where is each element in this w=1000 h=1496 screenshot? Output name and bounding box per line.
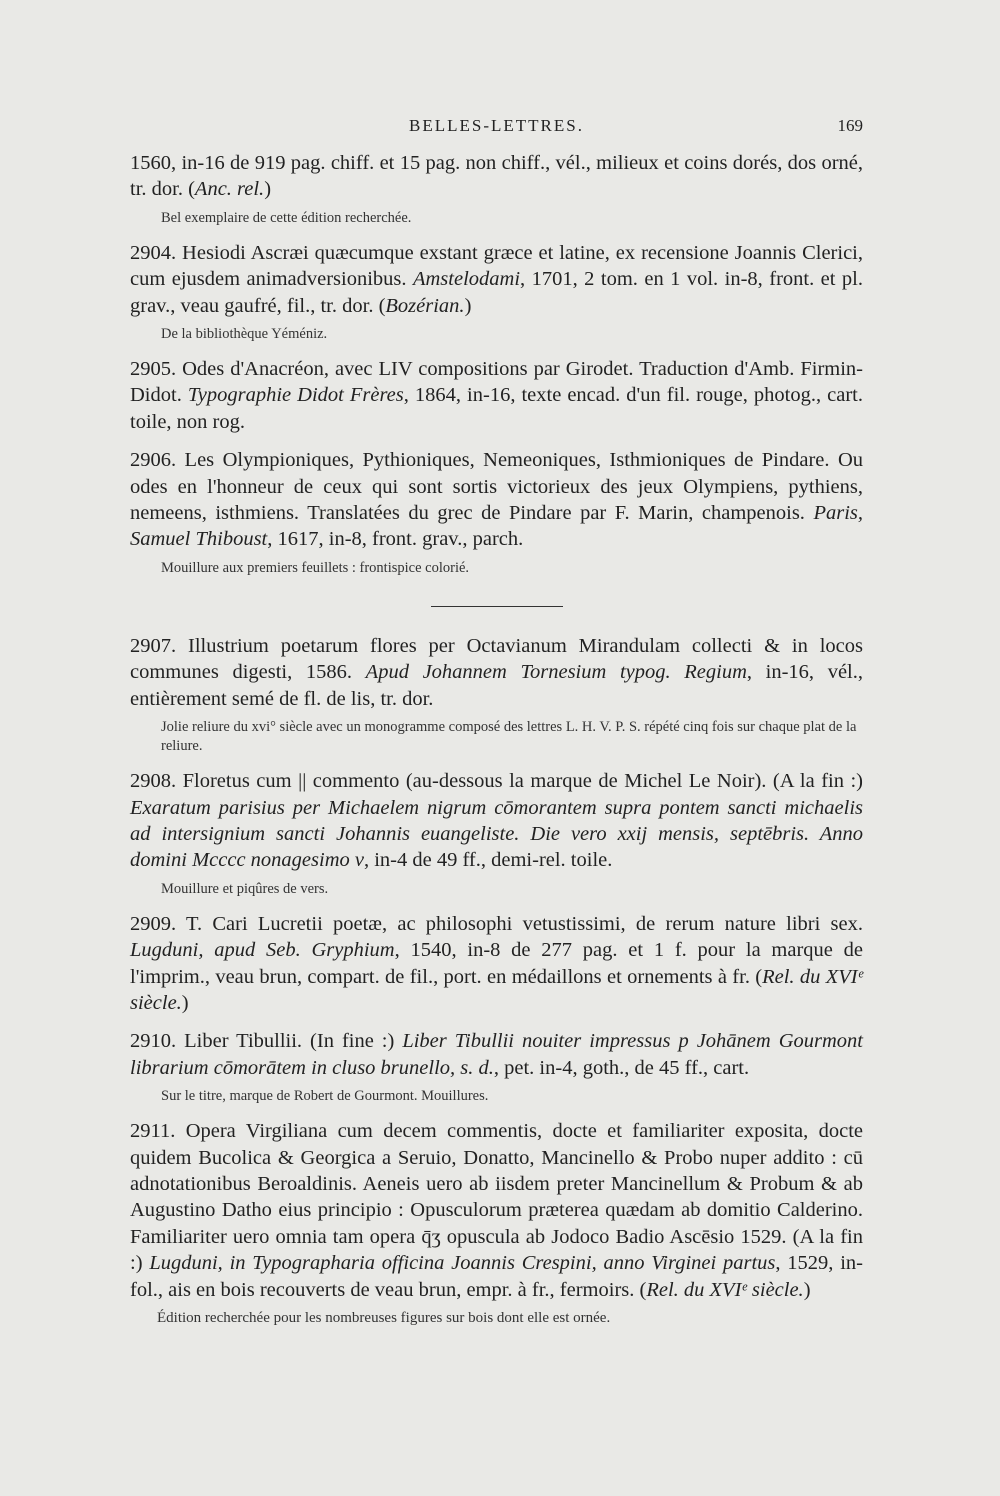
entry-text: ) <box>464 294 472 317</box>
entry-description <box>130 447 863 553</box>
entry-description <box>130 768 863 874</box>
entry-text: , in-4 de 49 ff., demi-rel. toile. <box>363 849 613 872</box>
catalogue-entry <box>130 768 863 899</box>
entry-italic-text: Exaratum parisius per Michaelem nigrum cōmorantem supra pontem sancti michaelis ad intersignium sancti Johannis euangeliste. Die vero xxij mensis, septēbris. Anno domini Mcccc nonagesimo v <box>130 796 863 872</box>
entry-text: , 1529, in-fol., ais en bois recouverts de veau brun, empr. à fr., fermoirs. ( <box>130 1252 863 1301</box>
entry-text: , 1540, in-8 de 277 pag. et 1 f. pour la marque de l'imprim., veau brun, compart. de fil., port. en médaillons et ornements à fr. ( <box>130 939 864 988</box>
entry-italic-text: Bozérian. <box>385 294 465 317</box>
entry-italic-text: Liber Tibullii nouiter impressus p Johānem Gourmont librarium cōmorātem in cluso brunello, s. d. <box>130 1030 863 1079</box>
entry-text: Hesiodi Ascræi quæcumque exstant græce et latine, ex recensione Joannis Clerici, cum ejusdem animadversionibus. <box>130 241 863 291</box>
entry-text: , pet. in-4, goth., de 45 ff., cart. <box>493 1056 750 1079</box>
entry-number: 2906. <box>130 449 177 472</box>
catalogue-entry <box>130 1118 863 1328</box>
entries-list <box>130 150 863 1340</box>
entry-italic-text: Amstelodami <box>412 268 521 291</box>
entry-note: Jolie reliure du xvi° siècle avec un monogramme composé des lettres L. H. V. P. S. répété cinq fois sur chaque plat de la reliure. <box>161 719 857 755</box>
catalogue-entry <box>130 150 863 228</box>
entry-description <box>130 633 863 712</box>
entry-description <box>130 356 863 435</box>
entry-text: , 1617, in-8, front. grav., parch. <box>267 528 524 551</box>
entry-description <box>130 150 863 203</box>
entry-text: Floretus cum || commento (au-dessous la marque de Michel Le Noir). (A la fin :) <box>176 770 863 793</box>
entry-text: ) <box>803 1278 811 1301</box>
entry-note: De la bibliothèque Yéméniz. <box>161 326 328 343</box>
entry-italic-text: Rel. du XVIᵉ siècle. <box>646 1278 804 1301</box>
entry-text: Illustrium poetarum flores per Octavianum Mirandulam collecti & in locos communes digesti, 1586. <box>130 634 863 684</box>
entry-italic-text: Typographie Didot Frères <box>187 384 404 407</box>
entry-description <box>130 1028 863 1081</box>
entry-italic-text: Paris, Samuel Thiboust <box>130 502 863 551</box>
entry-italic-text: Apud Johannem Tornesium typog. Regium <box>365 661 747 684</box>
catalogue-entry <box>130 356 863 435</box>
entry-note: Sur le titre, marque de Robert de Gourmont. Mouillures. <box>161 1088 489 1105</box>
section-divider <box>431 606 563 607</box>
entry-text: ) <box>181 991 189 1014</box>
entry-text: ) <box>264 178 272 201</box>
running-title: BELLES-LETTRES. <box>409 116 584 135</box>
entry-number: 2905. <box>130 358 177 381</box>
entry-italic-text: Lugduni, in Typographaria officina Joannis Crespini, anno Virginei partus <box>149 1252 776 1275</box>
entry-text: , in-16, vél., entièrement semé de fl. de lis, tr. dor. <box>130 661 863 710</box>
entry-note: Édition recherchée pour les nombreuses figures sur bois dont elle est ornée. <box>157 1310 611 1326</box>
entry-italic-text: Anc. rel. <box>194 178 265 201</box>
entry-text: Opera Virgiliana cum decem commentis, docte et familiariter exposita, docte quidem Bucolica & Georgica a Seruio, Donatto, Mancinello & Probo nuper addito : cū adnotationibus Beroaldinis. Aeneis uero ab iisdem preter Mancinellum & Probum & ab Augustino Datho eius principio : Opusculorum præterea quædam ab domitio Calderino. Familiariter uero omnia tam opera q̄ʒ opuscula ab Jodoco Badio Ascēsio 1529. (A la fin :) <box>130 1120 863 1275</box>
catalogue-entry <box>130 240 863 344</box>
entry-note: Mouillure aux premiers feuillets : frontispice colorié. <box>161 559 470 576</box>
entry-number: 2911. <box>130 1120 176 1143</box>
entry-number: 2907. <box>130 634 177 657</box>
entry-description <box>130 911 863 1017</box>
entry-description <box>130 240 863 319</box>
entry-description <box>130 1118 863 1303</box>
entry-number: 2904. <box>130 241 177 264</box>
entry-italic-text: Lugduni, apud Seb. Gryphium <box>130 939 395 962</box>
entry-text: , 1864, in-16, texte encad. d'un fil. rouge, photog., cart. toile, non rog. <box>130 384 863 433</box>
entry-number: 2908. <box>130 770 177 793</box>
running-head <box>130 116 863 140</box>
entry-text: 1560, in-16 de 919 pag. chiff. et 15 pag. non chiff., vél., milieux et coins dorés, dos orné, tr. dor. ( <box>130 152 863 201</box>
page-number: 169 <box>837 116 863 135</box>
entry-italic-text: Rel. du XVIᵉ siècle. <box>130 965 863 1014</box>
entry-text: T. Cari Lucretii poetæ, ac philosophi vetustissimi, de rerum nature libri sex. <box>176 912 863 935</box>
catalogue-entry <box>130 1028 863 1106</box>
catalogue-entry <box>130 447 863 578</box>
entry-text: , 1701, 2 tom. en 1 vol. in-8, front. et pl. grav., veau gaufré, fil., tr. dor. ( <box>130 268 863 317</box>
entry-note: Mouillure et piqûres de vers. <box>161 880 329 897</box>
entry-number: 2909. <box>130 912 177 935</box>
entry-note: Bel exemplaire de cette édition recherchée. <box>161 209 412 226</box>
catalogue-entry <box>130 633 863 756</box>
catalogue-entry <box>130 911 863 1017</box>
entry-text: Les Olympioniques, Pythioniques, Nemeoniques, Isthmioniques de Pindare. Ou odes en l'honneur de ceux qui sont sortis victorieux des jeux Olympiens, pythiens, nemeens, isthmiens. Translatées du grec de Pindare par F. Marin, champenois. <box>130 449 863 525</box>
entry-text: Liber Tibullii. (In fine :) <box>176 1030 403 1053</box>
entry-number: 2910. <box>130 1030 177 1053</box>
entry-text: Odes d'Anacréon, avec LIV compositions par Girodet. Traduction d'Amb. Firmin-Didot. <box>130 358 863 407</box>
